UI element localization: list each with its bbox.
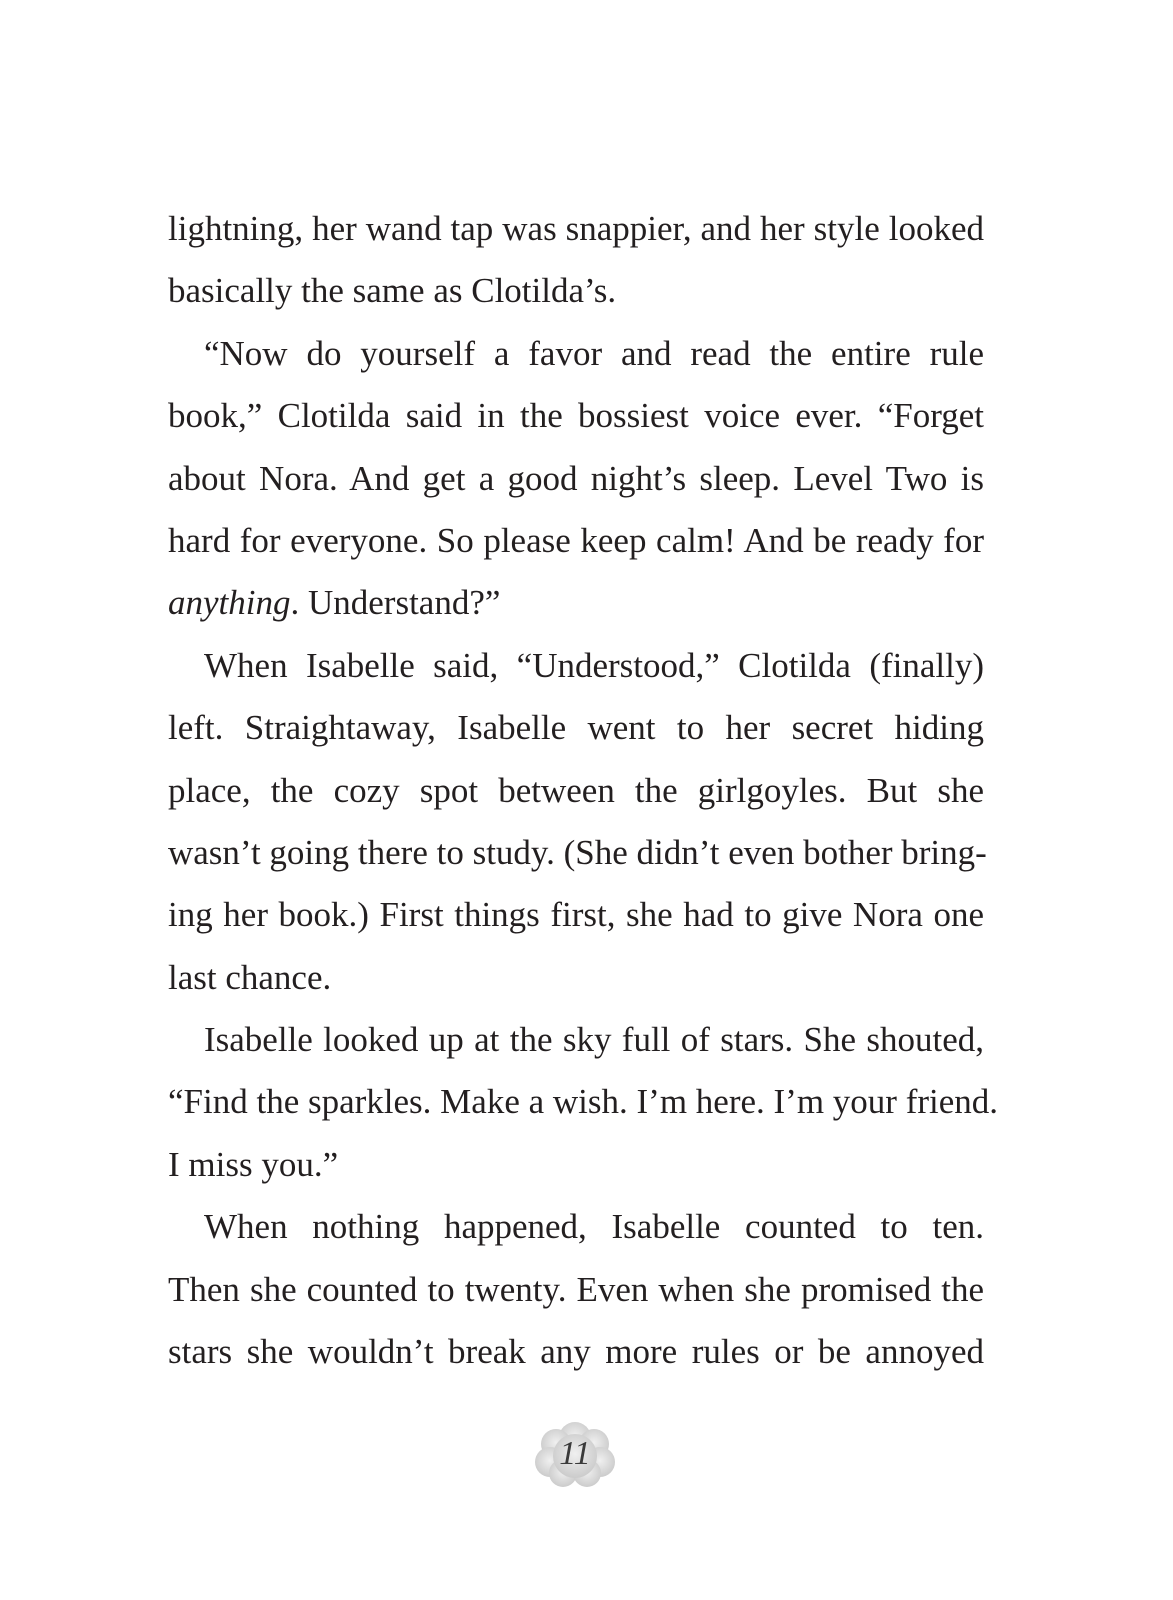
text-line: When Isabelle said, “Understood,” Clotilda (finally) xyxy=(204,645,984,685)
text-line: place, the cozy spot between the girlgoyles. But she xyxy=(168,770,984,810)
italic-word: anything xyxy=(168,583,291,623)
text-line: I miss you.” xyxy=(168,1144,339,1184)
text-line: stars she wouldn’t break any more rules or be annoyed xyxy=(168,1332,984,1372)
text-line: wasn’t going there to study. (She didn’t even bother bring- xyxy=(168,832,987,872)
text-line: left. Straightaway, Isabelle went to her secret hiding xyxy=(168,708,984,748)
text-line: book,” Clotilda said in the bossiest voice ever. “Forget xyxy=(168,396,984,436)
text-line: hard for everyone. So please keep calm! And be ready for xyxy=(168,520,984,560)
page-number-badge xyxy=(530,1418,620,1490)
text-line xyxy=(168,572,984,634)
page-number: 11 xyxy=(559,1435,591,1472)
text-line: When nothing happened, Isabelle counted to ten. xyxy=(204,1207,984,1247)
text-fragment: . Understand?” xyxy=(290,583,501,623)
text-line: about Nora. And get a good night’s sleep. Level Two is xyxy=(168,458,984,498)
text-line: Isabelle looked up at the sky full of stars. She shouted, xyxy=(204,1020,984,1060)
text-line: Then she counted to twenty. Even when she promised the xyxy=(168,1269,984,1309)
text-line: ing her book.) First things first, she had to give Nora one xyxy=(168,895,984,935)
body-text xyxy=(168,198,999,1383)
text-line: lightning, her wand tap was snappier, and her style looked xyxy=(168,209,984,248)
text-line: last chance. xyxy=(168,957,332,997)
text-line: basically the same as Clotilda’s. xyxy=(168,271,617,311)
text-line: “Find the sparkles. Make a wish. I’m here. I’m your friend. xyxy=(168,1082,999,1122)
text-line: “Now do yourself a favor and read the entire rule xyxy=(204,333,984,373)
